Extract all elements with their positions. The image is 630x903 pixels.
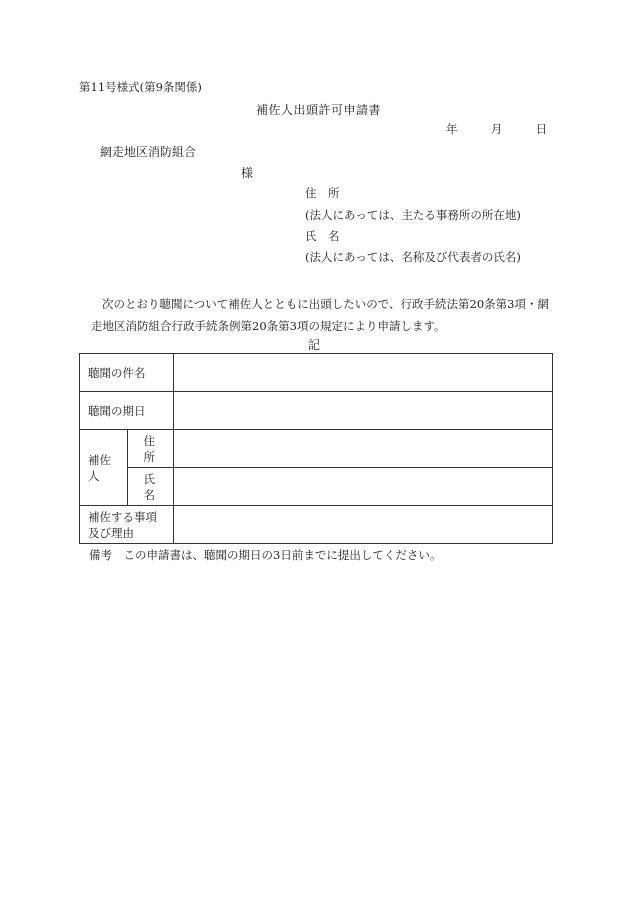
- addressee: 網走地区消防組合: [100, 145, 197, 159]
- application-statement: [75, 293, 555, 337]
- reason-row: [80, 506, 553, 544]
- date-line: [446, 124, 547, 136]
- assistant-address-row: [80, 430, 553, 468]
- statement-line-1: 次のとおり聴聞について補佐人とともに出頭したいので、行政手続法第20条第3項・網: [102, 297, 549, 311]
- date-day-label: 日: [535, 122, 548, 136]
- case-name-row: [80, 354, 553, 392]
- assistant-name-row: [80, 468, 553, 506]
- assistant-address-field[interactable]: [174, 430, 553, 468]
- assistant-name-field[interactable]: [174, 468, 553, 506]
- applicant-address-note: (法人にあっては、主たる事務所の所在地): [305, 208, 521, 222]
- statement-line-2: 走地区消防組合行政手続条例第20条第3項の規定により申請します。: [91, 319, 446, 333]
- document-title: 補佐人出頭許可申請書: [256, 103, 382, 117]
- case-name-label: 聴聞の件名: [80, 354, 174, 392]
- assistant-label: 補佐人: [80, 430, 128, 506]
- remarks-note: 備考 この申請書は、聴聞の期日の3日前までに提出してください。: [89, 548, 442, 562]
- hearing-date-row: [80, 392, 553, 430]
- reason-field[interactable]: [174, 506, 553, 544]
- application-table: [79, 353, 553, 544]
- form-number: 第11号様式(第9条関係): [79, 80, 202, 94]
- hearing-date-label: 聴聞の期日: [80, 392, 174, 430]
- reason-label: 補佐する事項及び理由: [80, 506, 174, 544]
- ki-heading: 記: [308, 338, 321, 352]
- honorific: 様: [241, 166, 254, 180]
- applicant-name-note: (法人にあっては、名称及び代表者の氏名): [305, 250, 521, 264]
- applicant-name-label: 氏 名: [305, 229, 340, 243]
- applicant-address-label: 住 所: [305, 186, 340, 200]
- date-year-label: 年: [446, 122, 458, 136]
- assistant-name-label: 氏 名: [127, 468, 174, 506]
- assistant-address-label: 住 所: [127, 430, 174, 468]
- hearing-date-field[interactable]: [174, 392, 553, 430]
- case-name-field[interactable]: [174, 354, 553, 392]
- date-month-label: 月: [490, 122, 503, 136]
